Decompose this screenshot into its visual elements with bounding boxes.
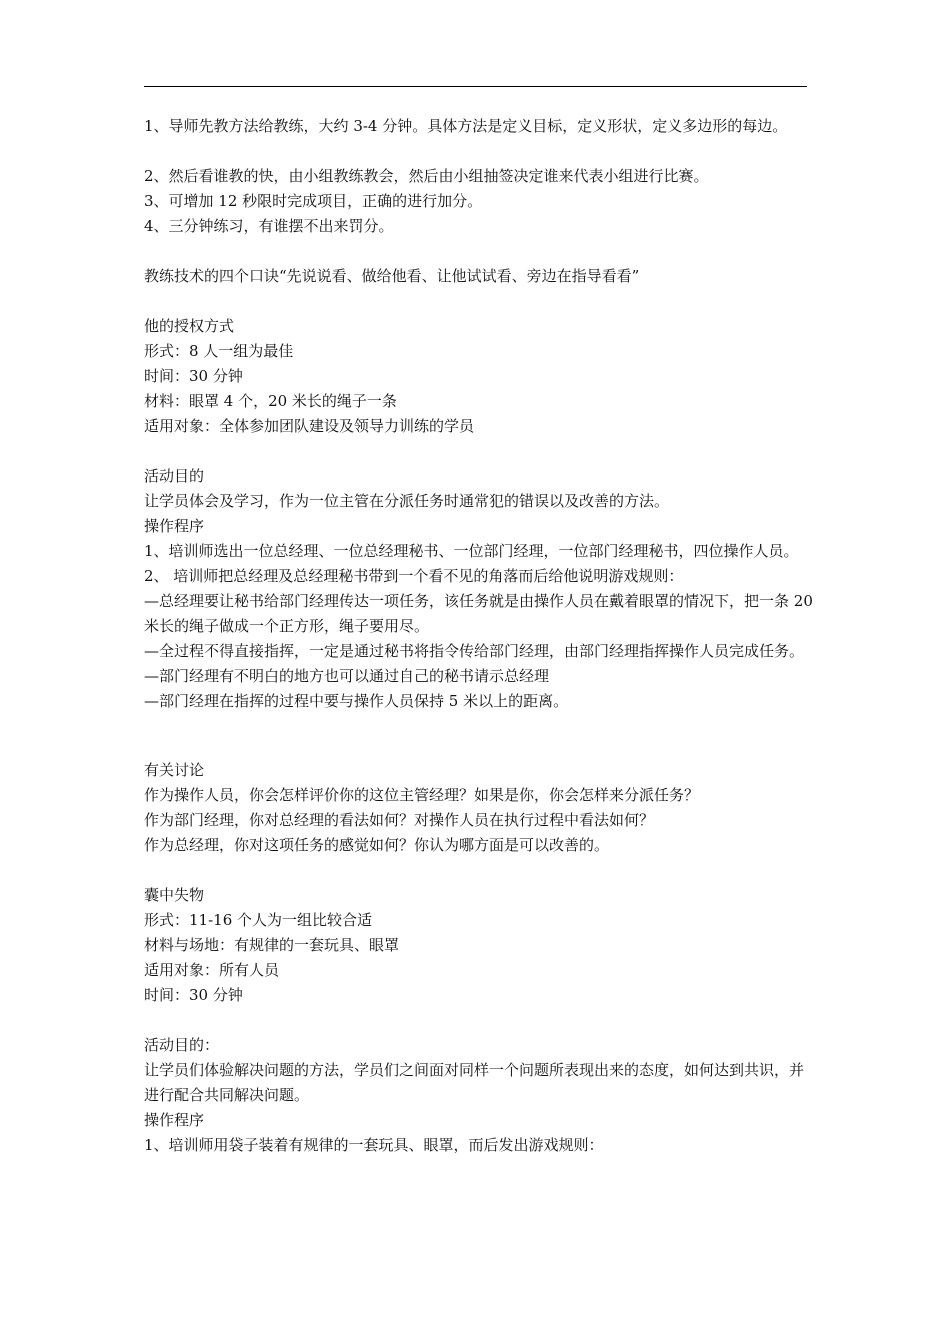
document-body [144, 114, 816, 1158]
discussion-q3: 作为总经理，你对这项任务的感觉如何？你认为哪方面是可以改善的。 [144, 836, 610, 854]
discussion-q1: 作为操作人员，你会怎样评价你的这位主管经理？如果是你，你会怎样来分派任务？ [144, 786, 700, 804]
coaching-motto: 教练技术的四个口诀“先说说看、做给他看、让他试试看、旁边在指导看看” [144, 267, 640, 285]
game2-form: 形式：11-16 个人为一组比较合适 [144, 911, 373, 929]
game2-procedure-heading: 操作程序 [144, 1111, 205, 1129]
game2-procedure-1: 1、培训师用袋子装着有规律的一套玩具、眼罩，而后发出游戏规则： [144, 1136, 604, 1154]
game2-purpose-heading: 活动目的： [144, 1036, 220, 1054]
game1-form: 形式：8 人一组为最佳 [144, 342, 294, 360]
step-3: 3、可增加 12 秒限时完成项目，正确的进行加分。 [144, 192, 483, 210]
game1-title: 他的授权方式 [144, 317, 235, 335]
game2-audience: 适用对象：所有人员 [144, 961, 280, 979]
step-4: 4、三分钟练习，有谁摆不出来罚分。 [144, 217, 394, 235]
header-rule [144, 86, 807, 87]
game1-purpose: 让学员体会及学习，作为一位主管在分派任务时通常犯的错误以及改善的方法。 [144, 492, 670, 510]
discussion-heading: 有关讨论 [144, 761, 205, 779]
game1-purpose-heading: 活动目的 [144, 467, 205, 485]
game1-rule-4: —部门经理在指挥的过程中要与操作人员保持 5 米以上的距离。 [144, 692, 569, 710]
game2-title: 囊中失物 [144, 886, 205, 904]
game1-procedure-2: 2、 培训师把总经理及总经理秘书带到一个看不见的角落而后给他说明游戏规则： [144, 567, 684, 585]
game1-time: 时间：30 分钟 [144, 367, 243, 385]
game1-procedure-heading: 操作程序 [144, 517, 205, 535]
game1-rule-3: —部门经理有不明白的地方也可以通过自己的秘书请示总经理 [144, 667, 550, 685]
game1-rule-2: —全过程不得直接指挥，一定是通过秘书将指令传给部门经理，由部门经理指挥操作人员完成任务。 [144, 642, 805, 660]
game1-audience: 适用对象：全体参加团队建设及领导力训练的学员 [144, 417, 475, 435]
game1-materials: 材料：眼罩 4 个，20 米长的绳子一条 [144, 392, 397, 410]
game1-procedure-1: 1、培训师选出一位总经理、一位总经理秘书、一位部门经理，一位部门经理秘书，四位操作人员。 [144, 542, 799, 560]
game2-materials: 材料与场地：有规律的一套玩具、眼罩 [144, 936, 400, 954]
game2-time: 时间：30 分钟 [144, 986, 243, 1004]
discussion-q2: 作为部门经理，你对总经理的看法如何？对操作人员在执行过程中看法如何？ [144, 811, 655, 829]
game1-rule-1: —总经理要让秘书给部门经理传达一项任务，该任务就是由操作人员在戴着眼罩的情况下，把一条 20 米长的绳子做成一个正方形，绳子要用尽。 [144, 592, 813, 635]
step-2: 2、然后看谁教的快，由小组教练教会，然后由小组抽签决定谁来代表小组进行比赛。 [144, 167, 709, 185]
game2-purpose: 让学员们体验解决问题的方法，学员们之间面对同样一个问题所表现出来的态度，如何达到共识，并进行配合共同解决问题。 [144, 1061, 805, 1104]
step-1: 1、导师先教方法给教练，大约 3-4 分钟。具体方法是定义目标，定义形状，定义多边形的每边。 [144, 117, 788, 135]
